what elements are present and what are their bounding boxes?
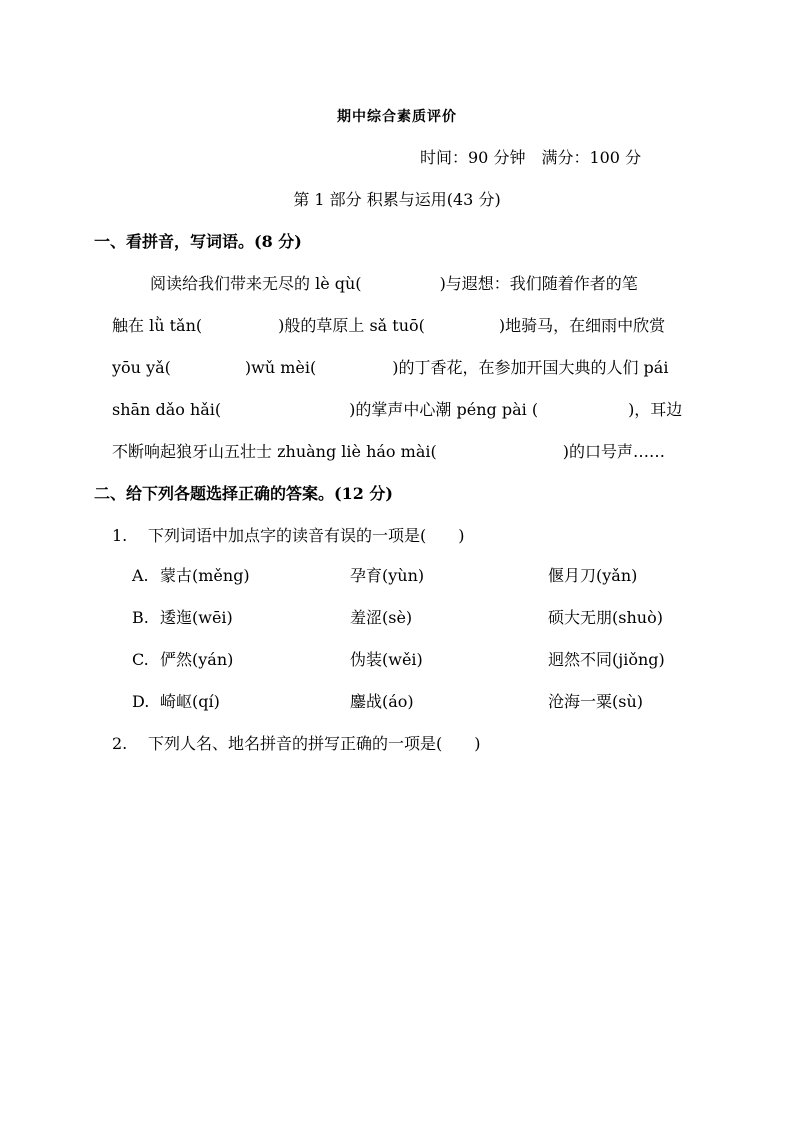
option-label: C. (132, 650, 149, 669)
section1-line-5 (112, 442, 665, 462)
line1-part-a: 阅读给我们带来无尽的 lè qù( (150, 274, 362, 293)
section2-heading: 二、给下列各题选择正确的答案。(12 分) (94, 484, 393, 503)
option-choice-3: 迥然不同(jiǒng) (548, 650, 665, 669)
question-2-number: 2. (112, 734, 128, 753)
question-1-text: 下列词语中加点字的读音有误的一项是( ) (148, 526, 465, 545)
option-choice-3: 沧海一粟(sù) (548, 692, 644, 711)
line3-part-a: yōu yǎ( (112, 358, 171, 377)
line3-part-c: )的丁香花，在参加开国大典的人们 pái (392, 358, 669, 377)
option-label: A. (132, 566, 149, 585)
line2-part-a: 触在 lǜ tǎn( (112, 316, 203, 335)
option-label: B. (132, 608, 149, 627)
section1-line-3 (112, 358, 668, 378)
line3-part-b: )wǔ mèi( (244, 358, 317, 377)
page-title: 期中综合素质评价 (337, 109, 457, 125)
part-title: 第 1 部分 积累与运用(43 分) (293, 190, 501, 209)
section1-heading: 一、看拼音，写词语。(8 分) (94, 232, 302, 251)
option-choice-3: 硕大无朋(shuò) (548, 608, 663, 627)
option-choice-1: 崎岖(qí) (160, 692, 220, 711)
section1-line-2 (112, 316, 665, 336)
question-1-number: 1. (112, 526, 128, 545)
line1-part-b: )与遐想：我们随着作者的笔 (439, 274, 638, 293)
line5-part-b: )的口号声…… (562, 442, 665, 461)
option-choice-2: 伪装(wěi) (350, 650, 423, 669)
line4-part-b: )的掌声中心潮 péng pài ( (349, 400, 539, 419)
option-choice-2: 鏖战(áo) (350, 692, 414, 711)
option-choice-1: 逶迤(wēi) (160, 608, 233, 627)
option-choice-2: 羞涩(sè) (350, 608, 413, 627)
line5-part-a: 不断响起狼牙山五壮士 zhuàng liè háo mài( (112, 442, 437, 461)
option-choice-1: 蒙古(měng) (160, 566, 250, 585)
section1-line-4 (112, 400, 682, 420)
line2-part-b: )般的草原上 sǎ tuō( (278, 316, 425, 335)
option-choice-3: 偃月刀(yǎn) (548, 566, 638, 585)
line2-part-c: )地骑马，在细雨中欣赏 (498, 316, 666, 335)
question-2-text: 下列人名、地名拼音的拼写正确的一项是( ) (148, 734, 481, 753)
section1-line-1 (150, 274, 638, 294)
option-choice-1: 俨然(yán) (160, 650, 234, 669)
option-label: D. (132, 692, 150, 711)
time-score-info: 时间：90 分钟 满分：100 分 (420, 148, 642, 167)
line4-part-c: )，耳边 (628, 400, 683, 419)
option-choice-2: 孕育(yùn) (350, 566, 425, 585)
line4-part-a: shān dǎo hǎi( (112, 400, 222, 419)
